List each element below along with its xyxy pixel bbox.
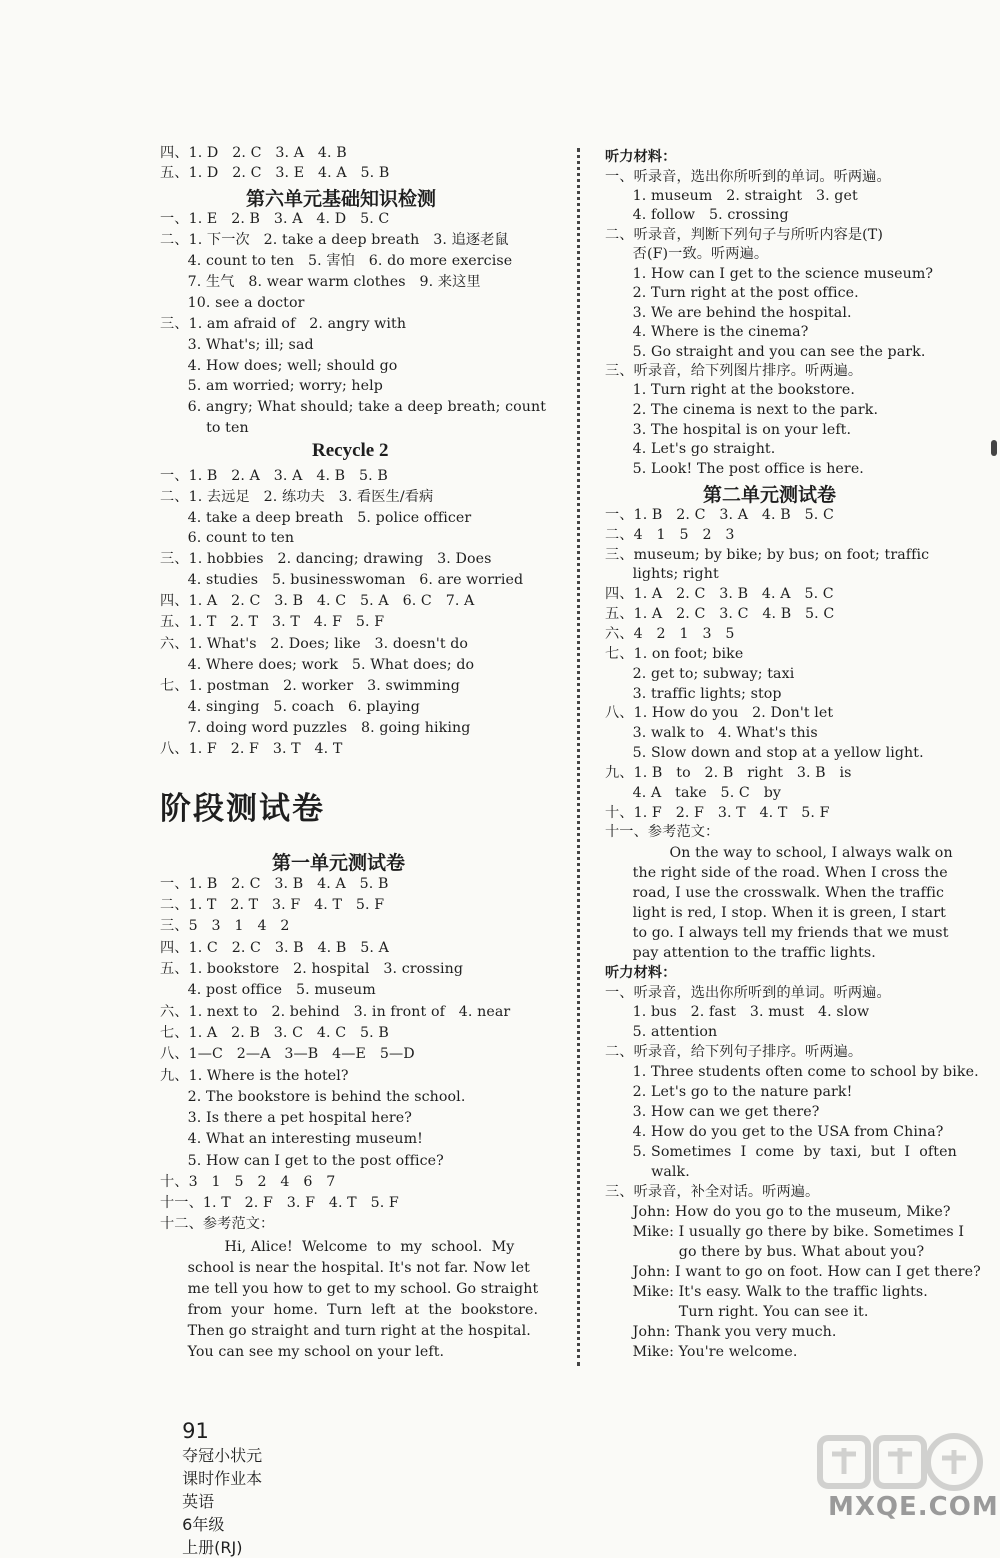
dialogue-line: John: How do you go to the museum, Mike? <box>605 1204 951 1220</box>
answer-line: 4. studies 5. businesswoman 6. are worried <box>160 572 524 588</box>
answer-line: 7. doing word puzzles 8. going hiking <box>160 720 471 736</box>
section-heading-unit2: 第二单元测试卷 <box>703 484 837 506</box>
answer-line: 十一、参考范文： <box>605 824 720 840</box>
answer-line: 6. angry; What should; take a deep breath; count <box>160 399 547 415</box>
essay-line: from your home. Turn left at the bookstore. <box>160 1302 539 1318</box>
answer-line: 2. get to; subway; taxi <box>605 666 795 682</box>
answer-line: 3. traffic lights; stop <box>605 686 782 702</box>
answer-line: 五、1. bookstore 2. hospital 3. crossing <box>160 961 464 977</box>
answer-line: 1. How can I get to the science museum? <box>605 266 934 282</box>
answer-line: 二、1. 去远足 2. 练功夫 3. 看医生/看病 <box>160 489 434 505</box>
answer-line: 一、听录音，选出你所听到的单词。听两遍。 <box>605 985 891 1001</box>
essay-line: Hi, Alice! Welcome to my school. My <box>160 1239 515 1255</box>
section-heading-unit6: 第六单元基础知识检测 <box>246 188 437 210</box>
answer-line: 三、听录音，补全对话。听两遍。 <box>605 1184 820 1200</box>
answer-line: 八、1. How do you 2. Don't let <box>605 705 834 721</box>
essay-line: Then go straight and turn right at the hospital. <box>160 1323 531 1339</box>
answer-line: 十二、参考范文： <box>160 1216 275 1232</box>
stage-test-heading: 阶段测试卷 <box>160 791 325 827</box>
answer-line: 4. Where does; work 5. What does; do <box>160 657 475 673</box>
answer-line: 3. We are behind the hospital. <box>605 305 852 321</box>
answer-line: 五、1. A 2. C 3. C 4. B 5. C <box>605 606 835 622</box>
answer-line: 10. see a doctor <box>160 295 305 311</box>
book-grade: 6年级 <box>182 1515 225 1534</box>
answer-line: 四、1. A 2. C 3. B 4. A 5. C <box>605 586 834 602</box>
answer-line: 2. Turn right at the post office. <box>605 285 859 301</box>
dialogue-line: go there by bus. What about you? <box>605 1244 925 1260</box>
answer-line: 4. follow 5. crossing <box>605 207 789 223</box>
answer-line: 4. singing 5. coach 6. playing <box>160 699 420 715</box>
answer-line: 4. What an interesting museum! <box>160 1131 423 1147</box>
answer-line: 六、1. What's 2. Does; like 3. doesn't do <box>160 636 469 652</box>
answer-line: 二、4 1 5 2 3 <box>605 527 735 543</box>
answer-line: 3. Is there a pet hospital here? <box>160 1110 412 1126</box>
answer-line: 三、5 3 1 4 2 <box>160 918 290 934</box>
answer-line: 二、1. T 2. T 3. F 4. T 5. F <box>160 897 385 913</box>
answer-line: 三、听录音，给下列图片排序。听两遍。 <box>605 363 863 379</box>
answer-line: 七、1. postman 2. worker 3. swimming <box>160 678 460 694</box>
answer-line: 五、1. D 2. C 3. E 4. A 5. B <box>160 165 390 181</box>
answer-line: 三、1. am afraid of 2. angry with <box>160 316 407 332</box>
answer-line: 4. take a deep breath 5. police officer <box>160 510 472 526</box>
answer-line: 六、1. next to 2. behind 3. in front of 4. near <box>160 1004 511 1020</box>
book-series: 课时作业本 <box>182 1469 263 1488</box>
essay-line: You can see my school on your left. <box>160 1344 445 1360</box>
answer-line: 6. count to ten <box>160 530 295 546</box>
answer-line: walk. <box>605 1164 690 1180</box>
answer-line: 4. post office 5. museum <box>160 982 376 998</box>
essay-line: to go. I always tell my friends that we must <box>605 925 949 941</box>
answer-line: 5. attention <box>605 1024 718 1040</box>
page-footer <box>172 1400 274 1558</box>
answer-line: 八、1. F 2. F 3. T 4. T <box>160 741 343 757</box>
essay-line: road, I use the crosswalk. When the traffic <box>605 885 945 901</box>
answer-line: 4. Let's go straight. <box>605 441 776 457</box>
answer-line: 4. A take 5. C by <box>605 785 781 801</box>
answer-line: 1. Turn right at the bookstore. <box>605 382 855 398</box>
answer-line: 四、1. D 2. C 3. A 4. B <box>160 145 347 161</box>
answer-line: 一、1. E 2. B 3. A 4. D 5. C <box>160 211 390 227</box>
answer-line: 1. Three students often come to school by bike. <box>605 1064 979 1080</box>
dialogue-line: Mike: It's easy. Walk to the traffic lights. <box>605 1284 928 1300</box>
answer-line: 7. 生气 8. wear warm clothes 9. 来这里 <box>160 274 481 290</box>
answer-line: 六、4 2 1 3 5 <box>605 626 735 642</box>
answer-line: to ten <box>160 420 249 436</box>
answer-line: 九、1. Where is the hotel? <box>160 1068 349 1084</box>
essay-line: light is red, I stop. When it is green, I start <box>605 905 946 921</box>
answer-line: 二、听录音，给下列句子排序。听两遍。 <box>605 1044 863 1060</box>
dialogue-line: Mike: You're welcome. <box>605 1344 798 1360</box>
answer-line: 5. How can I get to the post office? <box>160 1153 444 1169</box>
listening-label: 听力材料： <box>605 965 677 981</box>
answer-line: 2. Let's go to the nature park! <box>605 1084 853 1100</box>
answer-line: 一、听录音，选出你所听到的单词。听两遍。 <box>605 169 891 185</box>
answer-line: 七、1. on foot; bike <box>605 646 744 662</box>
answer-line: 3. The hospital is on your left. <box>605 422 852 438</box>
answer-line: 4. How do you get to the USA from China? <box>605 1124 944 1140</box>
answer-line: 七、1. A 2. B 3. C 4. C 5. B <box>160 1025 389 1041</box>
answer-line: 1. bus 2. fast 3. must 4. slow <box>605 1004 870 1020</box>
answer-line: 一、1. B 2. C 3. A 4. B 5. C <box>605 507 834 523</box>
dialogue-line: Mike: I usually go there by bike. Sometimes I <box>605 1224 965 1240</box>
answer-line: 二、听录音，判断下列句子与所听内容是(T) <box>605 227 884 243</box>
answer-line: 十一、1. T 2. F 3. F 4. T 5. F <box>160 1195 399 1211</box>
answer-line: 二、1. 下一次 2. take a deep breath 3. 追逐老鼠 <box>160 232 509 248</box>
answer-line: 4. Where is the cinema? <box>605 324 809 340</box>
answer-line: 5. am worried; worry; help <box>160 378 383 394</box>
page-number: 91 <box>182 1419 209 1443</box>
answer-line: 三、1. hobbies 2. dancing; drawing 3. Does <box>160 551 492 567</box>
answer-line: 四、1. C 2. C 3. B 4. B 5. A <box>160 940 389 956</box>
answer-line: 2. The cinema is next to the park. <box>605 402 879 418</box>
answer-line: 九、1. B to 2. B right 3. B is <box>605 765 852 781</box>
section-heading-unit1: 第一单元测试卷 <box>272 852 406 874</box>
essay-line: pay attention to the traffic lights. <box>605 945 876 961</box>
answer-line: 5. Look! The post office is here. <box>605 461 864 477</box>
answer-line: 一、1. B 2. A 3. A 4. B 5. B <box>160 468 388 484</box>
answer-line: 3. What's; ill; sad <box>160 337 314 353</box>
dialogue-line: John: Thank you very much. <box>605 1324 837 1340</box>
answer-line: 八、1—C 2—A 3—B 4—E 5—D <box>160 1046 415 1062</box>
watermark-text: MXQE.COM <box>828 1492 999 1522</box>
essay-line: me tell you how to get to my school. Go straight <box>160 1281 539 1297</box>
answer-line: 3. How can we get there? <box>605 1104 820 1120</box>
answer-line: 1. museum 2. straight 3. get <box>605 188 858 204</box>
answer-line: 三、museum; by bike; by bus; on foot; traffic <box>605 547 930 563</box>
answer-line: lights; right <box>605 566 719 582</box>
book-brand: 夺冠小状元 <box>182 1446 263 1465</box>
essay-line: On the way to school, I always walk on <box>605 845 953 861</box>
answer-line: 十、1. F 2. F 3. T 4. T 5. F <box>605 805 830 821</box>
dialogue-line: Turn right. You can see it. <box>605 1304 869 1320</box>
essay-line: school is near the hospital. It's not far. Now let <box>160 1260 530 1276</box>
dialogue-line: John: I want to go on foot. How can I get there? <box>605 1264 981 1280</box>
answer-line: 一、1. B 2. C 3. B 4. A 5. B <box>160 876 389 892</box>
book-subject: 英语 <box>182 1492 215 1511</box>
answer-line: 5. Sometimes I come by taxi, but I often <box>605 1144 957 1160</box>
column-divider <box>577 148 580 1366</box>
listening-label: 听力材料： <box>605 149 677 165</box>
answer-line: 五、1. T 2. T 3. T 4. F 5. F <box>160 614 385 630</box>
section-heading-recycle2: Recycle 2 <box>312 440 389 461</box>
page-edge-mark <box>991 440 997 456</box>
answer-line: 5. Slow down and stop at a yellow light. <box>605 745 924 761</box>
answer-line: 4. count to ten 5. 害怕 6. do more exercise <box>160 253 513 269</box>
answer-line: 四、1. A 2. C 3. B 4. C 5. A 6. C 7. A <box>160 593 475 609</box>
book-volume: 上册(RJ) <box>182 1538 243 1557</box>
answer-line: 否(F)一致。听两遍。 <box>605 246 769 262</box>
essay-line: the right side of the road. When I cross the <box>605 865 948 881</box>
answer-line: 2. The bookstore is behind the school. <box>160 1089 466 1105</box>
answer-line: 5. Go straight and you can see the park. <box>605 344 926 360</box>
answer-line: 4. How does; well; should go <box>160 358 398 374</box>
answer-line: 十、3 1 5 2 4 6 7 <box>160 1174 336 1190</box>
answer-line: 3. walk to 4. What's this <box>605 725 818 741</box>
